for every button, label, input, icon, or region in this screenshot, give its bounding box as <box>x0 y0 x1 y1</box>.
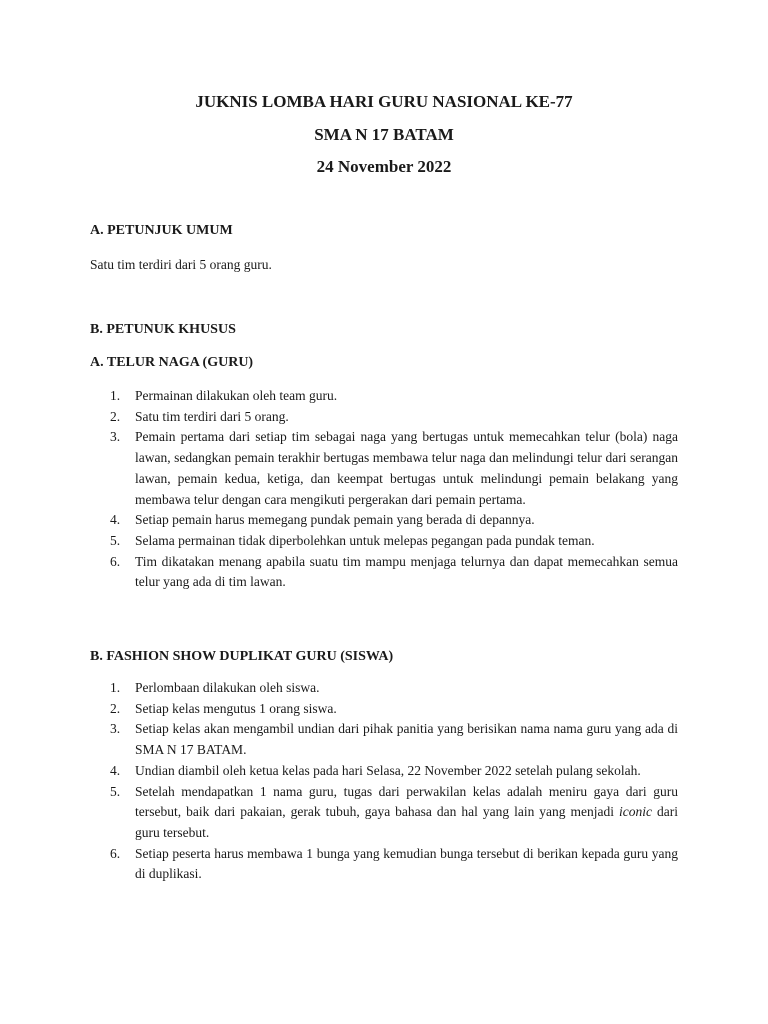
document-title-line1: JUKNIS LOMBA HARI GURU NASIONAL KE-77 <box>195 92 573 111</box>
list-item: 5. Setelah mendapatkan 1 nama guru, tugas dari perwakilan kelas adalah meniru gaya dari guru tersebut, baik dari pakaian, gerak tubuh, gaya bahasa dan hal yang lain yang menjadi iconic dari guru tersebut. <box>110 783 678 840</box>
list-item: 1. Permainan dilakukan oleh team guru. <box>110 388 338 403</box>
list-item: 1. Perlombaan dilakukan oleh siswa. <box>110 680 320 695</box>
list-item: 6. Setiap peserta harus membawa 1 bunga yang kemudian bunga tersebut di berikan kepada guru yang di duplikasi. <box>110 845 678 882</box>
list-item: 4. Setiap pemain harus memegang pundak pemain yang berada di depannya. <box>110 512 535 528</box>
list-item: 4. Undian diambil oleh ketua kelas pada hari Selasa, 22 November 2022 setelah pulang sekolah. <box>110 762 641 778</box>
lomba-a-heading: A. TELUR NAGA (GURU) <box>90 355 254 370</box>
list-item: 2. Satu tim terdiri dari 5 orang. <box>110 408 289 424</box>
section-b-heading: B. PETUNUK KHUSUS <box>90 322 236 337</box>
lomba-a-list <box>90 386 678 593</box>
list-item: 5. Selama permainan tidak diperbolehkan untuk melepas pegangan pada pundak teman. <box>110 532 595 548</box>
list-item: 2. Setiap kelas mengutus 1 orang siswa. <box>110 700 337 716</box>
lomba-b-list <box>90 678 678 885</box>
section-a-text: Satu tim terdiri dari 5 orang guru. <box>90 257 272 272</box>
iconic-word: iconic <box>619 804 653 820</box>
lomba-b-heading: B. FASHION SHOW DUPLIKAT GURU (SISWA) <box>90 649 394 664</box>
list-item: 6. Tim dikatakan menang apabila suatu tim mampu menjaga telurnya dan dapat memecahkan semua telur yang ada di tim lawan. <box>110 553 678 590</box>
document-title-line2: SMA N 17 BATAM <box>314 125 454 144</box>
list-item: 3. Setiap kelas akan mengambil undian dari pihak panitia yang berisikan nama nama guru yang ada di SMA N 17 BATAM. <box>110 721 678 758</box>
section-a-heading: A. PETUNJUK UMUM <box>90 223 233 238</box>
list-item: 3. Pemain pertama dari setiap tim sebagai naga yang bertugas untuk memecahkan telur (bola) naga lawan, sedangkan pemain terakhir bertugas membawa telur naga dan melindungi telur dari serangan lawan, pemain kedua, ketiga, dan keempat bertugas untuk melindungi pemain belakang yang membawa telur dengan cara mengikuti pergerakan dari pemain pertama. <box>110 429 678 507</box>
document-title-line3: 24 November 2022 <box>316 157 452 176</box>
